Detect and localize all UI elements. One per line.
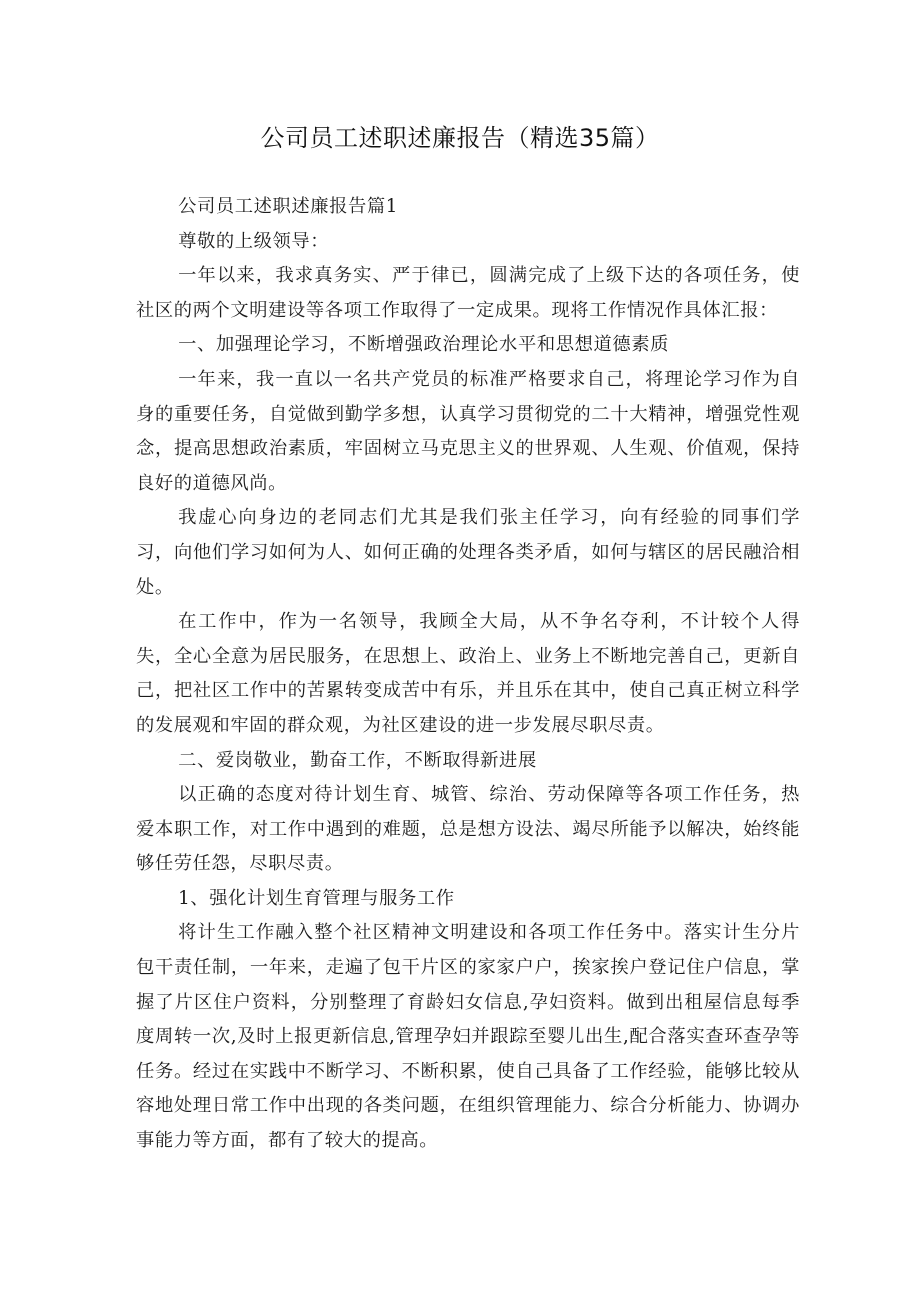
body-paragraph: 一年来，我一直以一名共产党员的标准严格要求自己，将理论学习作为自身的重要任务，自觉做到勤学多想，认真学习贯彻党的二十大精神，增强党性观念，提高思想政治素质，牢固树立马克思主义的世界观、人生观、价值观，保持良好的道德风尚。: [136, 368, 800, 494]
subheading: 1、强化计划生育管理与服务工作: [178, 887, 455, 909]
body-paragraph: 一年以来，我求真务实、严于律已，圆满完成了上级下达的各项任务，使社区的两个文明建设等各项工作取得了一定成果。现将工作情况作具体汇报：: [136, 265, 800, 321]
subheading: 一、加强理论学习，不断增强政治理论水平和思想道德素质: [178, 334, 669, 356]
subheading: 二、爱岗敬业，勤奋工作，不断取得新进展: [178, 749, 537, 771]
salutation: 尊敬的上级领导：: [178, 230, 330, 252]
body-paragraph: 在工作中，作为一名领导，我顾全大局，从不争名夺利，不计较个人得失，全心全意为居民服务，在思想上、政治上、业务上不断地完善自己，更新自己，把社区工作中的苦累转变成苦中有乐，并且乐在其中，使自己真正树立科学的发展观和牢固的群众观，为社区建设的进一步发展尽职尽责。: [136, 611, 800, 736]
document-body: [136, 190, 800, 1159]
section-heading: 公司员工述职述廉报告篇1: [178, 196, 399, 217]
document-title: 公司员工述职述廉报告（精选35篇）: [260, 124, 660, 152]
body-paragraph: 将计生工作融入整个社区精神文明建设和各项工作任务中。落实计生分片包干责任制，一年来，走遍了包干片区的家家户户，挨家挨户登记住户信息，掌握了片区住户资料，分别整理了育龄妇女信息,孕妇资料。做到出租屋信息每季度周转一次,及时上报更新信息,管理孕妇并跟踪至婴儿出生,配合落实查环查孕等任务。经过在实践中不断学习、不断积累，使自己具备了工作经验，能够比较从容地处理日常工作中出现的各类问题，在组织管理能力、综合分析能力、协调办事能力等方面，都有了较大的提高。: [136, 922, 800, 1152]
body-paragraph: 我虚心向身边的老同志们尤其是我们张主任学习，向有经验的同事们学习，向他们学习如何为人、如何正确的处理各类矛盾，如何与辖区的居民融洽相处。: [136, 507, 800, 598]
body-paragraph: 以正确的态度对待计划生育、城管、综治、劳动保障等各项工作任务，热爱本职工作，对工作中遇到的难题，总是想方设法、竭尽所能予以解决，始终能够任劳任怨，尽职尽责。: [136, 784, 800, 875]
